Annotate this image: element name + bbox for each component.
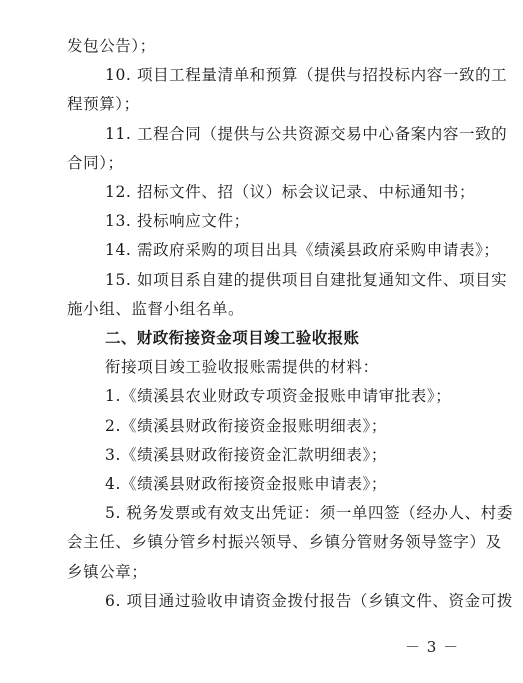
- material-item-6-line-1: 6. 项目通过验收申请资金拨付报告（乡镇文件、资金可拨: [105, 591, 513, 610]
- item-15-line-1: 15. 如项目系自建的提供项目自建批复通知文件、项目实: [105, 270, 508, 289]
- item-14: 14. 需政府采购的项目出具《绩溪县政府采购申请表》；: [105, 241, 500, 260]
- section-heading: 二、财政衔接资金项目竣工验收报账: [105, 329, 360, 347]
- item-13: 13. 投标响应文件；: [105, 212, 250, 231]
- item-10-line-1: 10. 项目工程量清单和预算（提供与招投标内容一致的工: [105, 66, 508, 85]
- item-11-line-2: 合同）；: [67, 153, 124, 172]
- material-item-5-line-1: 5. 税务发票或有效支出凭证：须一单四签（经办人、村委: [105, 504, 513, 523]
- material-item-5-line-3: 乡镇公章；: [67, 562, 148, 581]
- item-10-line-2: 程预算）；: [67, 95, 140, 114]
- material-item-5-line-2: 会主任、乡镇分管乡村振兴领导、乡镇分管财务领导签字）及: [67, 533, 502, 552]
- material-item-1: 1.《绩溪县农业财政专项资金报账申请审批表》；: [105, 387, 452, 406]
- page-number: － 3 －: [405, 638, 460, 656]
- item-15-line-2: 施小组、监督小组名单。: [67, 299, 245, 318]
- section-intro: 衔接项目竣工验收报账需提供的材料：: [105, 358, 379, 377]
- item-11-line-1: 11. 工程合同（提供与公共资源交易中心备案内容一致的: [105, 124, 508, 143]
- item-12: 12. 招标文件、招（议）标会议记录、中标通知书；: [105, 183, 476, 201]
- material-item-2: 2.《绩溪县财政衔接资金报账明细表》；: [105, 416, 387, 435]
- text-line-1: 发包公告）；: [67, 37, 156, 55]
- material-item-3: 3.《绩溪县财政衔接资金汇款明细表》；: [105, 445, 387, 464]
- material-item-4: 4.《绩溪县财政衔接资金报账申请表》；: [105, 475, 387, 493]
